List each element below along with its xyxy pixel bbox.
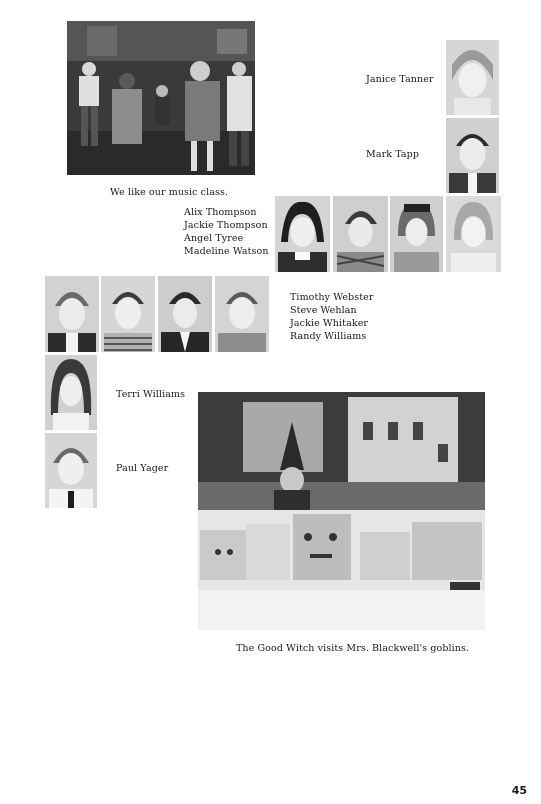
witch-photo-caption: The Good Witch visits Mrs. Blackwell's goblins. xyxy=(236,643,470,654)
name-terri-williams: Terri Williams xyxy=(116,389,186,400)
name-paul-yager: Paul Yager xyxy=(116,463,169,474)
name-janice-tanner: Janice Tanner xyxy=(366,74,434,85)
portrait-jackie-whitaker xyxy=(158,276,212,352)
group-b-name-2: Steve Wehlan xyxy=(290,305,357,316)
good-witch-photo xyxy=(198,392,485,630)
portrait-madeline-watson xyxy=(446,196,501,272)
page-number: 45 xyxy=(511,784,527,797)
portrait-janice-tanner xyxy=(446,40,499,115)
portrait-steve-wehlan xyxy=(101,276,155,352)
group-b-name-3: Jackie Whitaker xyxy=(290,318,369,329)
group-a-name-3: Angel Tyree xyxy=(184,233,244,244)
portrait-alix-thompson xyxy=(275,196,330,272)
music-photo-caption: We like our music class. xyxy=(110,187,229,198)
music-class-photo xyxy=(67,21,255,175)
portrait-terri-williams xyxy=(45,355,97,430)
portrait-mark-tapp xyxy=(446,118,499,193)
group-a-name-4: Madeline Watson xyxy=(184,246,269,257)
group-b-name-1: Timothy Webster xyxy=(290,292,374,303)
portrait-paul-yager xyxy=(45,433,97,508)
portrait-angel-tyree xyxy=(390,196,443,272)
name-mark-tapp: Mark Tapp xyxy=(366,149,420,160)
group-a-name-2: Jackie Thompson xyxy=(184,220,268,231)
portrait-jackie-thompson xyxy=(333,196,388,272)
portrait-randy-williams xyxy=(215,276,269,352)
group-a-name-1: Alix Thompson xyxy=(184,207,257,218)
group-b-name-4: Randy Williams xyxy=(290,331,367,342)
portrait-timothy-webster xyxy=(45,276,99,352)
